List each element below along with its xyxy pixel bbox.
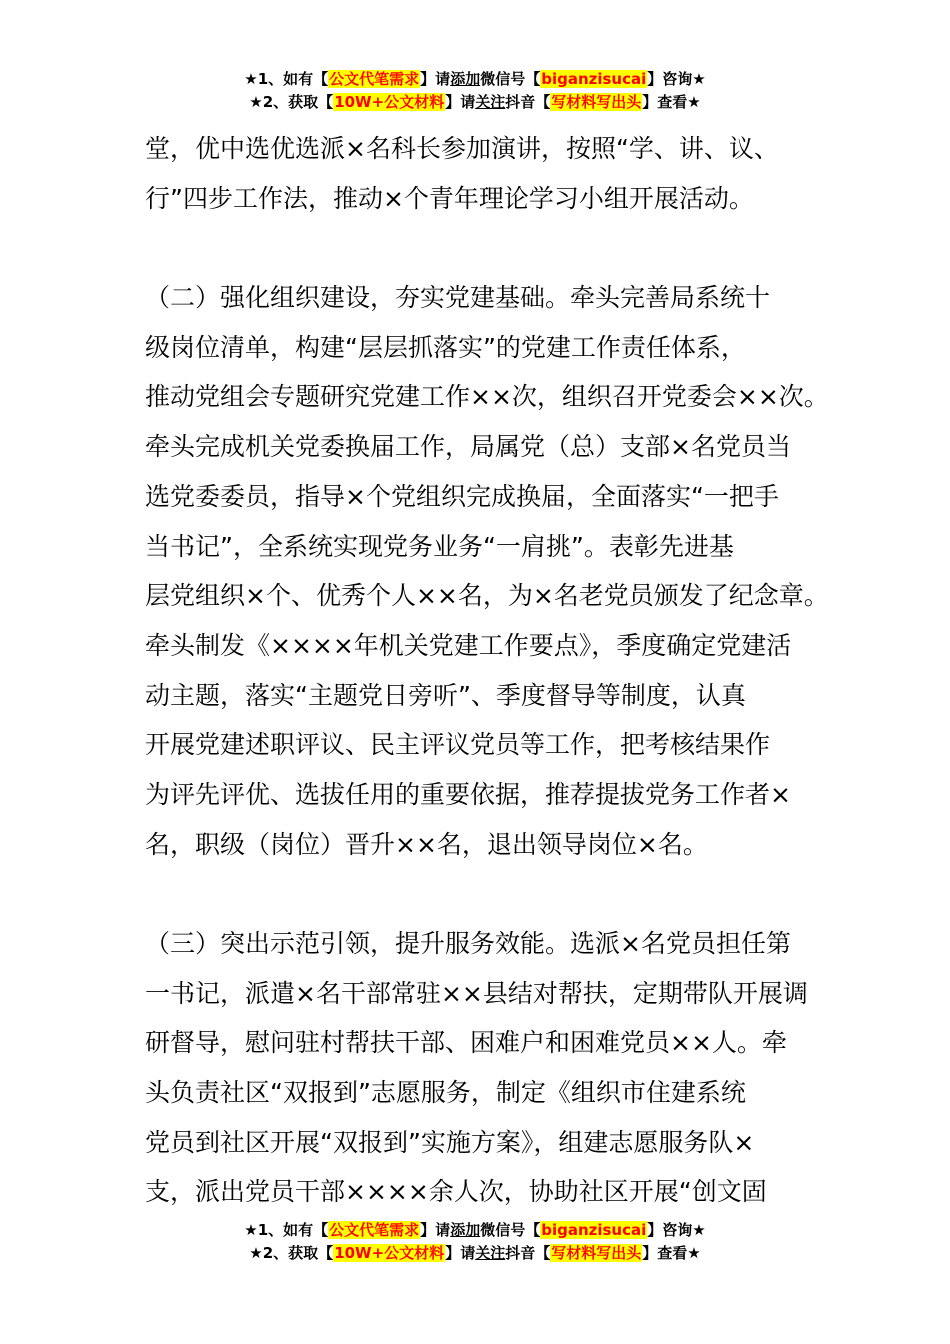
text-line: （三）突出示范引领，提升服务效能。选派×名党员担任第 xyxy=(145,929,791,958)
highlight-douyin-account: 写材料写出头 xyxy=(551,93,642,111)
text-line: 行”四步工作法，推动×个青年理论学习小组开展活动。 xyxy=(145,183,754,213)
text-line: 选党委委员，指导×个党组织完成换届，全面落实“一把手 xyxy=(145,481,779,511)
highlight-service: 公文代笔需求 xyxy=(329,70,420,88)
paragraph-3 xyxy=(145,919,825,1217)
text-line: 层党组织×个、优秀个人××名，为×名老党员颁发了纪念章。 xyxy=(145,581,829,611)
banner-line-2: ★2、获取【10W+公文材料】请关注抖音【写材料写出头】查看★ xyxy=(249,93,701,111)
text-line: 级岗位清单，构建“层层抓落实”的党建工作责任体系， xyxy=(145,332,746,362)
text-line: 推动党组会专题研究党建工作××次，组织召开党委会××次。 xyxy=(145,382,829,412)
banner-line-1: ★1、如有【公文代笔需求】请添加微信号【biganzisucai】咨询★ xyxy=(244,70,706,88)
text-line: 开展党建述职评议、民主评议党员等工作，把考核结果作 xyxy=(145,730,771,760)
text-line: 当书记”，全系统实现党务业务“一肩挑”。表彰先进基 xyxy=(145,531,734,561)
document-body xyxy=(145,124,829,1217)
paragraph-2 xyxy=(145,273,829,869)
text-line: 动主题，落实“主题党日旁听”、季度督导等制度，认真 xyxy=(145,680,746,710)
banner-line-1: ★1、如有【公文代笔需求】请添加微信号【biganzisucai】咨询★ xyxy=(244,1221,706,1239)
text-line: 支，派出党员干部××××余人次，协助社区开展“创文固 xyxy=(145,1177,767,1207)
highlight-douyin-account: 写材料写出头 xyxy=(551,1244,642,1262)
text-line: 研督导，慰问驻村帮扶干部、困难户和困难党员××人。牵 xyxy=(145,1028,787,1058)
text-line: 为评先评优、选拔任用的重要依据，推荐提拔党务工作者× xyxy=(145,779,791,809)
text-line: 党员到社区开展“双报到”实施方案》，组建志愿服务队× xyxy=(145,1127,755,1157)
highlight-materials: 10W+公文材料 xyxy=(334,1244,445,1262)
footer-banner xyxy=(0,1219,950,1265)
text-line: 头负责社区“双报到”志愿服务，制定《组织市住建系统 xyxy=(145,1078,746,1108)
highlight-wechat-id: biganzisucai xyxy=(541,1221,647,1239)
banner-line-2: ★2、获取【10W+公文材料】请关注抖音【写材料写出头】查看★ xyxy=(249,1244,701,1262)
text-line: （二）强化组织建设，夯实党建基础。牵头完善局系统十 xyxy=(145,283,771,313)
text-line: 堂，优中选优选派×名科长参加演讲，按照“学、讲、议、 xyxy=(145,134,779,163)
text-line: 牵头完成机关党委换届工作，局属党（总）支部×名党员当 xyxy=(145,432,791,462)
text-line: 一书记，派遣×名干部常驻××县结对帮扶，定期带队开展调 xyxy=(145,978,808,1008)
paragraph-1 xyxy=(145,124,825,223)
highlight-wechat-id: biganzisucai xyxy=(541,70,647,88)
highlight-materials: 10W+公文材料 xyxy=(334,93,445,111)
text-line: 名，职级（岗位）晋升××名，退出领导岗位×名。 xyxy=(145,829,708,859)
text-line: 牵头制发《××××年机关党建工作要点》，季度确定党建活 xyxy=(145,630,792,660)
header-banner xyxy=(0,68,950,114)
highlight-service: 公文代笔需求 xyxy=(329,1221,420,1239)
